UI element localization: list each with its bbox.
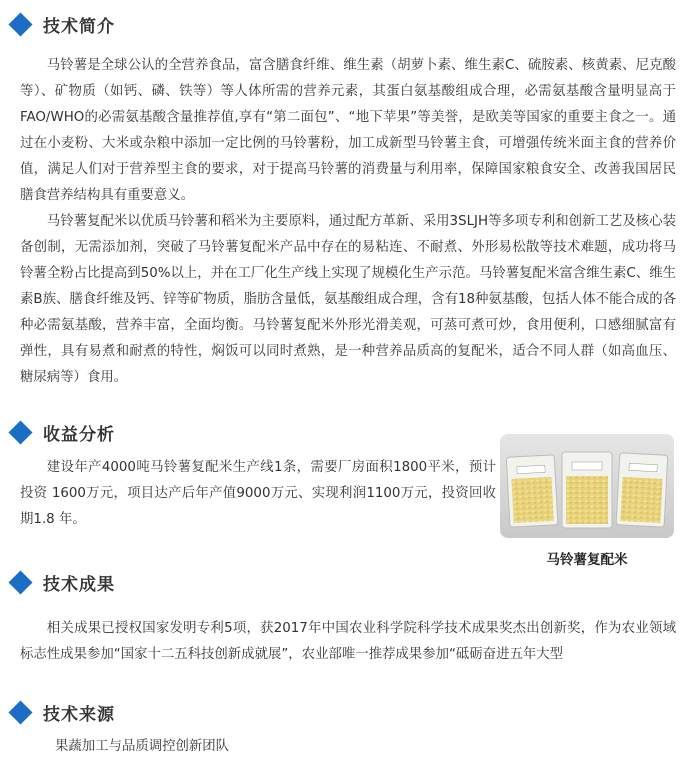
section-header-benefit xyxy=(8,417,115,447)
achievement-paragraph: 相关成果已授权国家发明专利5项，获2017年中国农业科学院科学技术成果奖杰出创新奖，作为农业领域标志性成果参加“国家十二五科技创新成就展”，农业部唯一推荐成果参加“砥砺奋进五年大型 xyxy=(20,621,676,662)
diamond-bullet-icon xyxy=(8,12,32,36)
section-title-source: 技术来源 xyxy=(43,704,115,725)
section-header-achievement xyxy=(8,567,115,597)
section-header-intro xyxy=(8,9,115,39)
section-header-source xyxy=(8,697,115,727)
section-title-achievement: 技术成果 xyxy=(43,574,115,595)
diamond-bullet-icon xyxy=(8,420,32,444)
diamond-bullet-icon xyxy=(8,700,32,724)
intro-paragraph-2: 马铃薯复配米以优质马铃薯和稻米为主要原料，通过配方革新、采用3SLJH等多项专利和创新工艺及核心装备创制，无需添加剂，突破了马铃薯复配米产品中存在的易粘连、不耐煮、外形易松散等技术难题，成功将马铃薯全粉占比提高到50%以上，并在工厂化生产线上实现了规模化生产示范。马铃薯复配米富含维生素C、维生素B族、膳食纤维及钙、锌等矿物质，脂肪含量低，氨基酸组成合理，含有18种氨基酸，包括人体不能合成的各种必需氨基酸，营养丰富，全面均衡。马铃薯复配米外形光滑美观，可蒸可煮可炒，食用便利，口感细腻富有弹性，具有易煮和耐煮的特性，焖饭可以同时煮熟，是一种营养品质高的复配米，适合不同人群（如高血压、糖尿病等）食用。 xyxy=(20,214,676,385)
intro-paragraph-1: 马铃薯是全球公认的全营养食品，富含膳食纤维、维生素（胡萝卜素、维生素C、硫胺素、核黄素、尼克酸等）、矿物质（如钙、磷、铁等）等人体所需的营养元素，其蛋白氨基酸组成合理，必需氨基酸含量明显高于FAO/WHO的必需氨基酸含量推荐值,享有“第二面包”、“地下苹果”等美誉，是欧美等国家的重要主食之一。通过在小麦粉、大米或杂粮中添加一定比例的马铃薯粉，加工成新型马铃薯主食，可增强传统米面主食的营养价值，满足人们对于营养型主食的要求，对于提高马铃薯的消费量与利用率，保障国家粮食安全、改善我国居民膳食营养结构具有重要意义。 xyxy=(20,58,676,203)
source-team-name: 果蔬加工与品质调控创新团队 xyxy=(55,739,230,754)
section-title-benefit: 收益分析 xyxy=(43,424,115,445)
diamond-bullet-icon xyxy=(8,570,32,594)
section-title-intro: 技术简介 xyxy=(43,16,115,37)
product-photo xyxy=(500,434,674,538)
benefit-paragraph: 建设年产4000吨马铃薯复配米生产线1条，需要厂房面积1800平米，预计投资 1600万元，项目达产后年产值9000万元、实现利润1100万元，投资回收期1.8 年。 xyxy=(20,460,496,527)
product-photo-caption: 马铃薯复配米 xyxy=(546,552,628,568)
